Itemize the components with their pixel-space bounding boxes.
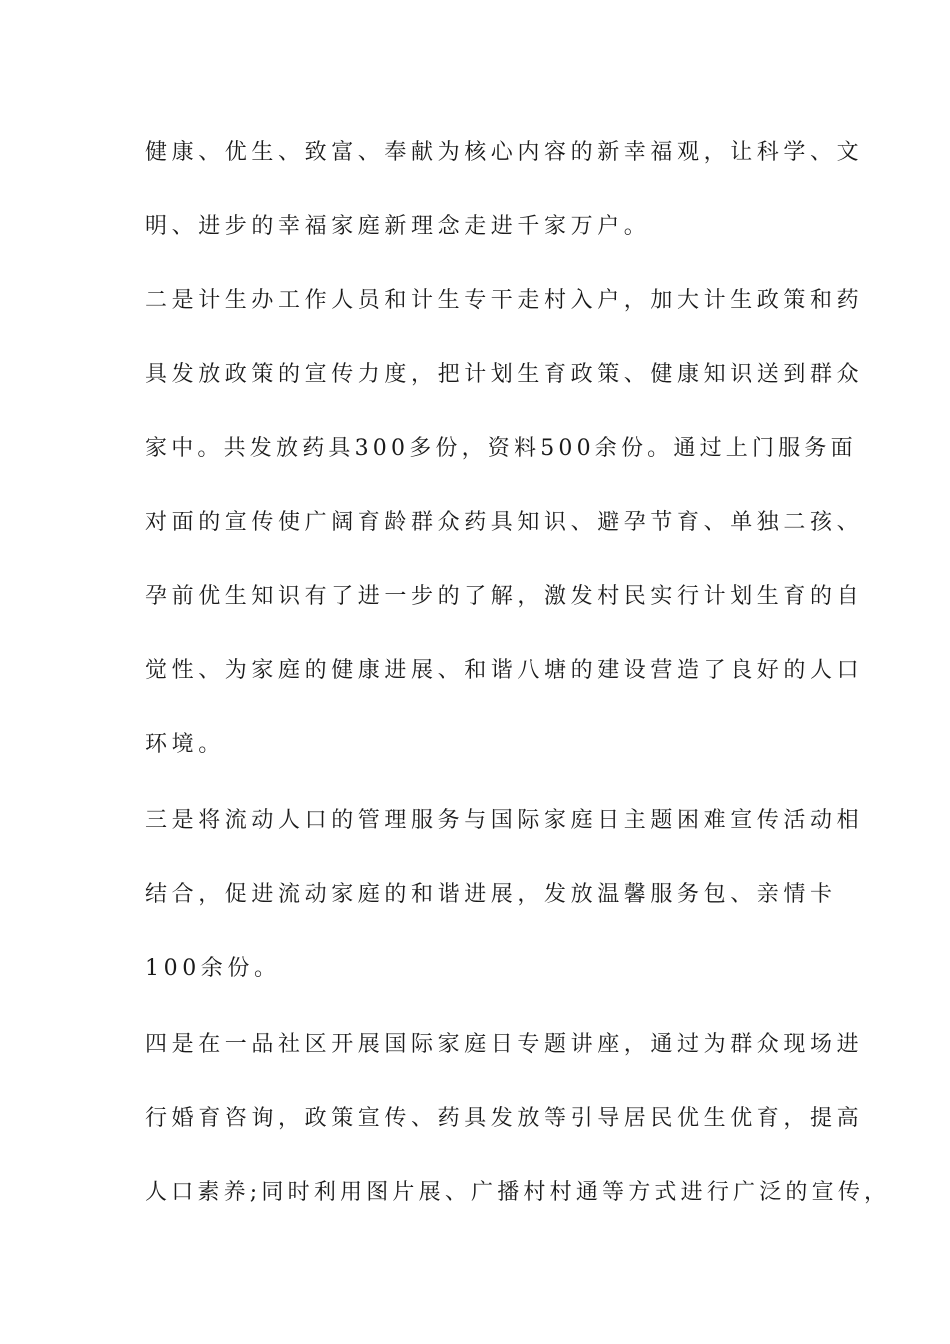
paragraph-line: 明、进步的幸福家庭新理念走进千家万户。 <box>145 214 651 239</box>
paragraph-line: 具发放政策的宣传力度，把计划生育政策、健康知识送到群众 <box>145 362 864 387</box>
paragraph-line: 行婚育咨询，政策宣传、药具发放等引导居民优生优育，提高 <box>145 1106 864 1131</box>
paragraph-line: 结合，促进流动家庭的和谐进展，发放温馨服务包、亲情卡 <box>145 882 837 907</box>
paragraph-line: 三是将流动人口的管理服务与国际家庭日主题困难宣传活动相 <box>145 808 864 833</box>
paragraph-line: 四是在一品社区开展国际家庭日专题讲座，通过为群众现场进 <box>145 1032 864 1057</box>
paragraph-line: 人口素养;同时利用图片展、广播村村通等方式进行广泛的宣传， <box>145 1180 891 1205</box>
paragraph-line: 孕前优生知识有了进一步的了解，激发村民实行计划生育的自 <box>145 584 864 609</box>
paragraph-line: 环境。 <box>145 732 225 757</box>
paragraph-line: 100余份。 <box>145 956 281 981</box>
paragraph-line: 二是计生办工作人员和计生专干走村入户，加大计生政策和药 <box>145 288 864 313</box>
paragraph-line: 对面的宣传使广阔育龄群众药具知识、避孕节育、单独二孩、 <box>145 510 864 535</box>
paragraph-line: 健康、优生、致富、奉献为核心内容的新幸福观，让科学、文 <box>145 140 864 165</box>
paragraph-line: 家中。共发放药具300多份，资料500余份。通过上门服务面 <box>145 436 857 461</box>
paragraph-line: 觉性、为家庭的健康进展、和谐八塘的建设营造了良好的人口 <box>145 658 864 683</box>
